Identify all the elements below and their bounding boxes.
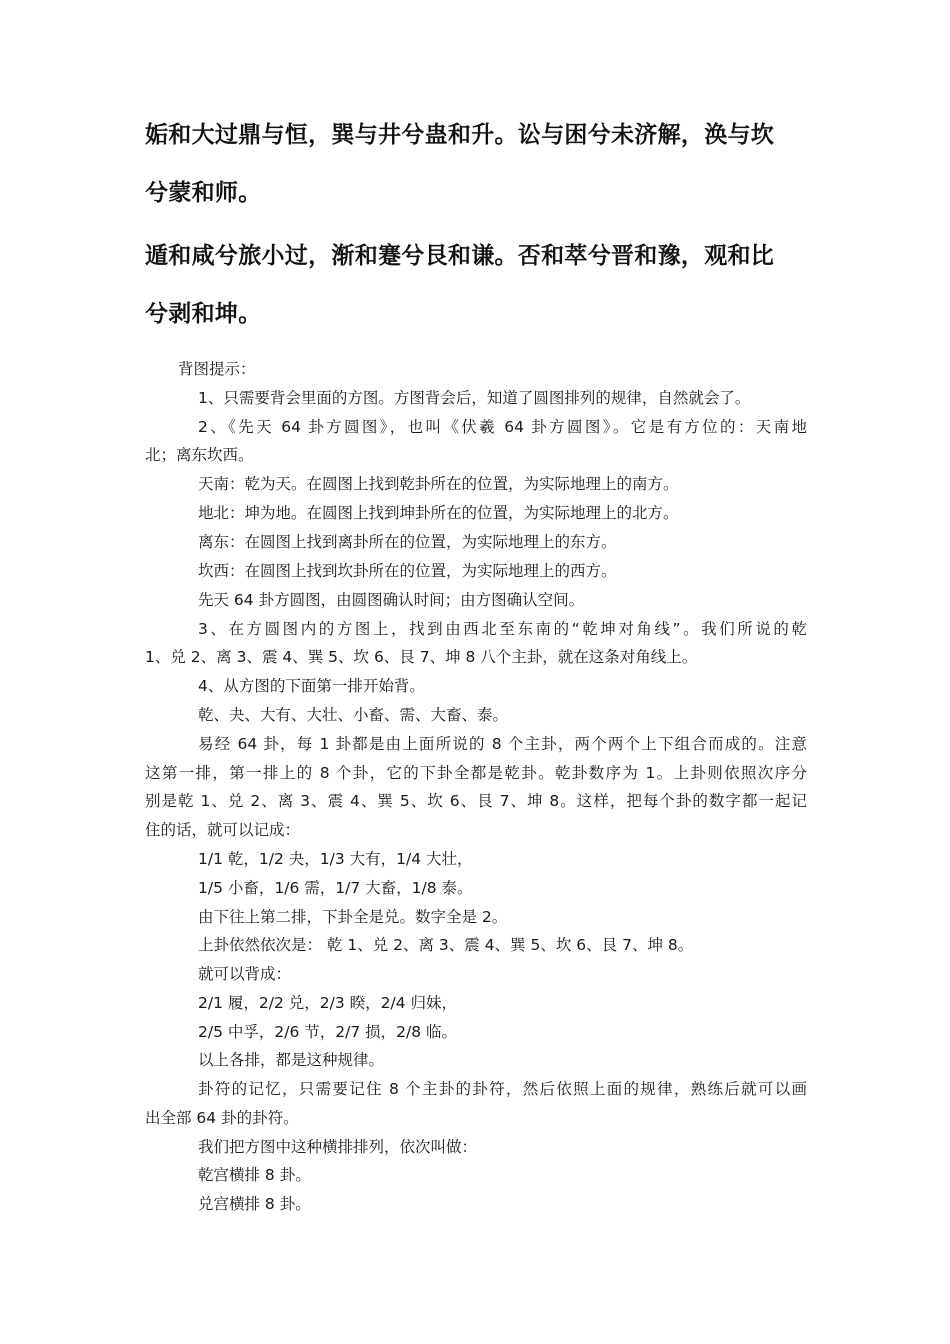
- note-tiannan: 天南：乾为天。在圆图上找到乾卦所在的位置，为实际地理上的南方。: [198, 475, 679, 493]
- note-point-6-line-1: 卦符的记忆，只需要记住 8 个主卦的卦符，然后依照上面的规律，熟练后就可以画: [198, 1080, 807, 1098]
- note-point-4: 4、从方图的下面第一排开始背。: [198, 677, 425, 695]
- note-point-6-line-2: 出全部 64 卦的卦符。: [145, 1109, 299, 1127]
- note-xiantian: 先天 64 卦方圆图，由圆图确认时间；由方图确认空间。: [198, 591, 585, 609]
- note-kanxi: 坎西：在圆图上找到坎卦所在的位置，为实际地理上的西方。: [198, 562, 617, 580]
- note-dibei: 地北：坤为地。在圆图上找到坤卦所在的位置，为实际地理上的北方。: [198, 504, 679, 522]
- row-2-codes-b: 2/5 中孚，2/6 节，2/7 损，2/8 临。: [198, 1023, 457, 1041]
- note-point-2-line-2: 北；离东坎西。: [145, 446, 254, 464]
- note-qian-palace: 乾宫横排 8 卦。: [198, 1166, 311, 1184]
- verse-line-4: 兮剥和坤。: [145, 301, 262, 327]
- note-point-7: 我们把方图中这种横排排列，依次叫做：: [198, 1138, 478, 1156]
- row-2-codes-a: 2/1 履，2/2 兑，2/3 睽，2/4 归妹，: [198, 994, 457, 1012]
- note-upper-trigrams: 上卦依然依次是： 乾 1、兑 2、离 3、震 4、巽 5、坎 6、艮 7、坤 8。: [198, 936, 694, 954]
- note-point-5-line-1: 易经 64 卦，每 1 卦都是由上面所说的 8 个主卦，两个两个上下组合而成的。注意: [198, 735, 807, 753]
- verse-line-1: 姤和大过鼎与恒，巽与井兮蛊和升。讼与困兮未济解，涣与坎: [145, 122, 775, 148]
- note-rule: 以上各排，都是这种规律。: [198, 1051, 385, 1069]
- note-point-1: 1、只需要背会里面的方图。方图背会后，知道了圆图排列的规律，自然就会了。: [198, 389, 751, 407]
- note-point-5-line-3: 别是乾 1、兑 2、离 3、震 4、巽 5、坎 6、艮 7、坤 8。这样，把每个卦的数字都一起记: [145, 792, 807, 810]
- note-dui-palace: 兑宫横排 8 卦。: [198, 1195, 311, 1213]
- row-1-hexagrams: 乾、夬、大有、大壮、小畜、需、大畜、泰。: [198, 706, 509, 724]
- note-point-5-line-2: 这第一排，第一排上的 8 个卦，它的下卦全都是乾卦。乾卦数序为 1。上卦则依照次序分: [145, 764, 807, 782]
- note-point-2-line-1: 2、《先天 64 卦方圆图》，也叫《伏羲 64 卦方圆图》。它是有方位的：天南地: [198, 418, 807, 436]
- note-second-row: 由下往上第二排，下卦全是兑。数字全是 2。: [198, 908, 508, 926]
- row-1-codes-a: 1/1 乾，1/2 夬，1/3 大有，1/4 大壮，: [198, 850, 473, 868]
- note-point-3-line-1: 3、在方圆图内的方图上，找到由西北至东南的“乾坤对角线”。我们所说的乾: [198, 620, 807, 638]
- note-can-recite: 就可以背成：: [198, 965, 292, 983]
- note-point-3-line-2: 1、兑 2、离 3、震 4、巽 5、坎 6、艮 7、坤 8 八个主卦，就在这条对角线上。: [145, 648, 698, 666]
- verse-line-2: 兮蒙和师。: [145, 180, 262, 206]
- note-point-5-line-4: 住的话，就可以记成：: [145, 821, 301, 839]
- note-lidong: 离东：在圆图上找到离卦所在的位置，为实际地理上的东方。: [198, 533, 617, 551]
- verse-line-3: 遁和咸兮旅小过，渐和蹇兮艮和谦。否和萃兮晋和豫，观和比: [145, 243, 775, 269]
- row-1-codes-b: 1/5 小畜，1/6 需，1/7 大畜，1/8 泰。: [198, 879, 473, 897]
- notes-heading: 背图提示：: [178, 360, 256, 378]
